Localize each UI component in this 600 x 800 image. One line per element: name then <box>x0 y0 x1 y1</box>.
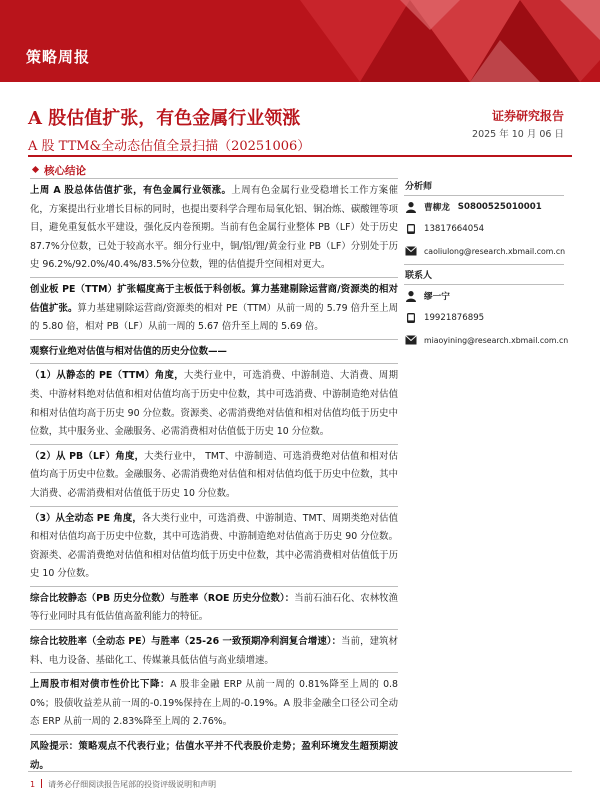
divider <box>30 734 398 735</box>
paragraph-8 <box>30 633 398 670</box>
divider <box>30 506 398 507</box>
person-icon <box>404 200 418 214</box>
email-icon <box>404 244 418 258</box>
paragraph-text: 大类行业中， TMT、中游制造、可选消费绝对估值和相对估值均高于历史中位数。金融服务、必需消费绝对估值和相对估值均低于历史中位数，其中大消费、必需消费相对估值低于历史 10 分位数。 <box>30 450 398 499</box>
divider <box>30 178 398 179</box>
title-divider <box>28 155 572 157</box>
analyst-phone: 13817664054 <box>424 224 485 234</box>
divider <box>30 629 398 630</box>
page-title: A 股估值扩张，有色金属行业领涨 <box>28 108 301 129</box>
contact-phone-row <box>404 307 564 329</box>
phone-icon <box>404 222 418 236</box>
paragraph-4 <box>30 367 398 441</box>
contact-email-row <box>404 329 569 351</box>
divider <box>30 586 398 587</box>
paragraph-9 <box>30 676 398 732</box>
paragraph-lead: 上周股市相对债市性价比下降： <box>30 679 171 691</box>
paragraph-lead: 观察行业绝对估值与相对估值的历史分位数—— <box>30 345 227 357</box>
paragraph-text: A 股非金融 ERP 从前一周的 0.81%降至上周的 0.80%；股债收益差从前一周的-0.19%保持在上周的-0.19%。A 股非金融全口径公司全动态 ERP 从前一周的 2.83%降至上周的 2.76%。 <box>30 679 398 728</box>
header-decoration <box>0 0 600 82</box>
contact-heading: 联系人 <box>404 264 564 285</box>
paragraph-lead: 风险提示：策略观点不代表行业；估值水平并不代表股价走势；盈利环境发生超预期波动。 <box>30 741 398 771</box>
paragraph-lead: （1）从静态的 PE（TTM）角度， <box>30 370 185 382</box>
divider <box>30 363 398 364</box>
paragraph-text: 大类行业中，可选消费、中游制造、大消费、周期类、中游材料绝对估值和相对估值均高于历史中位数，其中可选消费、中游制造绝对估值和相对估值均高于历史 90 分位数。资源类、必需消费绝对估值和相对估值均低于历史中位数，其中服务业、金融服务、必需消费相对估值低于历史 10 分位数。 <box>30 370 398 438</box>
footer <box>30 779 216 790</box>
divider <box>30 277 398 278</box>
brand-label: 策略周报 <box>26 48 91 66</box>
analyst-panel <box>404 176 569 351</box>
report-type: 证券研究报告 <box>491 109 564 123</box>
analyst-phone-row <box>404 218 564 240</box>
person-icon <box>404 289 418 303</box>
paragraph-lead: 综合比较胜率（全动态 PE）与胜率（25-26 一致预期净利润复合增速）： <box>30 636 342 648</box>
analyst-cert: S0800525010001 <box>457 202 542 212</box>
analyst-name-row <box>404 196 564 218</box>
paragraph-text: 各大类行业中，可选消费、中游制造、TMT、周期类绝对估值和相对估值均高于历史中位数，其中可选消费、中游制造绝对估值高于历史 90 分位数。资源类、必需消费绝对估值和相对估值均低于历史中位数，其中必需消费相对估值低于历史 10 分位数。 <box>30 512 398 580</box>
phone-icon <box>404 311 418 325</box>
paragraph-lead: （3）从全动态 PE 角度， <box>30 512 142 524</box>
contact-name: 缪一宁 <box>424 292 450 302</box>
footer-divider <box>28 771 572 772</box>
paragraph-1 <box>30 182 398 275</box>
summary-body <box>30 178 398 775</box>
section-bullet-icon <box>32 166 39 173</box>
paragraph-text: 算力基建剔除运营商/资源类的相对 PE（TTM）从前一周的 5.79 倍升至上周的 5.80 倍，相对 PB（LF）从前一周的 5.67 倍升至上周的 5.69 倍。 <box>30 302 398 333</box>
footer-separator <box>41 779 42 788</box>
paragraph-3 <box>30 343 398 362</box>
footer-disclaimer: 请务必仔细阅读报告尾部的投资评级说明和声明 <box>48 780 217 789</box>
email-icon <box>404 333 418 347</box>
paragraph-10 <box>30 738 398 775</box>
divider <box>30 672 398 673</box>
paragraph-5 <box>30 448 398 504</box>
paragraph-7 <box>30 590 398 627</box>
contact-phone: 19921876895 <box>424 313 485 323</box>
paragraph-6 <box>30 510 398 584</box>
analyst-email[interactable]: caoliulong@research.xbmail.com.cn <box>424 246 566 256</box>
contact-email[interactable]: miaoyining@research.xbmail.com.cn <box>424 335 569 345</box>
analyst-name: 曹柳龙 <box>424 203 450 213</box>
analyst-email-row <box>404 240 564 262</box>
paragraph-lead: 综合比较静态（PB 历史分位数）与胜率（ROE 历史分位数）： <box>30 592 295 604</box>
analyst-heading: 分析师 <box>404 176 564 196</box>
section-label: 核心结论 <box>44 165 86 177</box>
report-date: 2025 年 10 月 06 日 <box>472 129 564 140</box>
divider <box>30 444 398 445</box>
paragraph-lead: 上周 A 股总体估值扩张，有色金属行业领涨。 <box>30 185 232 196</box>
paragraph-text: 当前，建筑材料、电力设备、基础化工、传媒兼具低估值与高业绩增速。 <box>30 636 398 666</box>
contact-name-row <box>404 285 564 307</box>
header-band <box>0 0 600 82</box>
page-number: 1 <box>30 780 36 789</box>
divider <box>30 339 398 340</box>
paragraph-2 <box>30 281 398 337</box>
paragraph-text: 上周有色金属行业受稳增长工作方案催化，方案提出行业增长目标的同时，也提出要科学合理布局氧化铝、铜冶炼、碳酸锂等项目，避免重复低水平建设，强化反内卷预期。当前有色金属行业整体 PB（LF）处于历史 87.7%分位数，已处于较高水平。细分行业中，铜/铝/锂/黄金行业 PB（LF）分别处于历史 96.2%/92.0%/40.4%/83.5%分位数，锂的估值提升空间相对更大。 <box>30 185 398 271</box>
page-subtitle: A 股 TTM&全动态估值全景扫描（20251006） <box>28 139 311 154</box>
paragraph-text: 当前石油石化、农林牧渔等行业同时具有低估值高盈利能力的特征。 <box>30 592 398 623</box>
paragraph-lead: 创业板 PE（TTM）扩张幅度高于主板低于科创板。算力基建剔除运营商/资源类的相对估值扩张。 <box>30 283 398 314</box>
paragraph-lead: （2）从 PB（LF）角度， <box>30 450 145 462</box>
